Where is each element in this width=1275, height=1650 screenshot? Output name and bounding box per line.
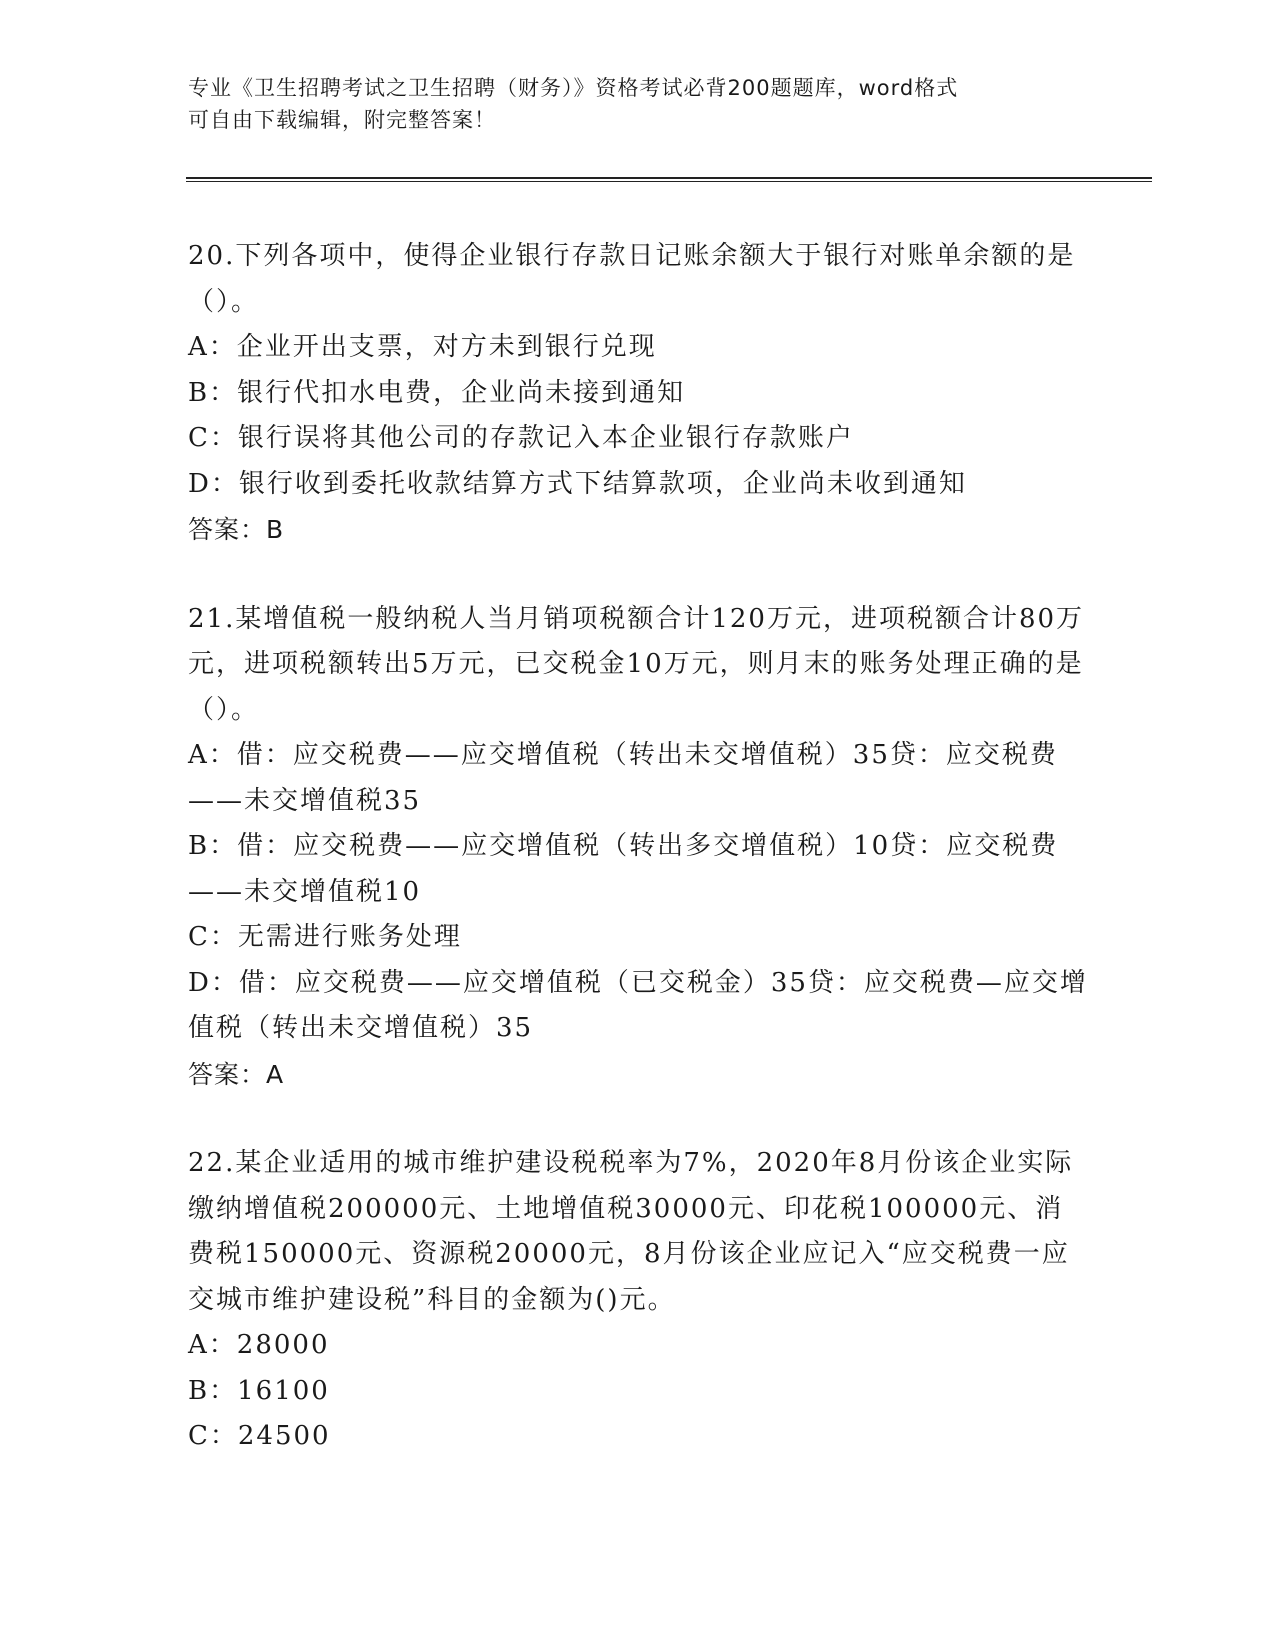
- question-stem: 20.下列各项中，使得企业银行存款日记账余额大于银行对账单余额的是（）。: [188, 241, 1076, 317]
- option-b: B：16100: [188, 1375, 330, 1406]
- option-a: A：企业开出支票，对方未到银行兑现: [188, 332, 657, 362]
- header-title-line-2: 可自由下载编辑，附完整答案！: [188, 108, 496, 132]
- option-c: C：24500: [188, 1421, 331, 1451]
- question-stem: 22.某企业适用的城市维护建设税税率为7%，2020年8月份该企业实际缴纳增值税200000元、土地增值税30000元、印花税100000元、消费税150000元、资源税20000元，8月份该企业应记入“应交税费一应交城市维护建设税”科目的金额为()元。: [188, 1148, 1074, 1315]
- question-21: [188, 597, 1088, 1098]
- option-c: C：银行误将其他公司的存款记入本企业银行存款账户: [188, 423, 854, 453]
- option-a: A：借：应交税费——应交增值税（转出未交增值税）35贷：应交税费——未交增值税35: [188, 740, 1058, 816]
- option-a: A：28000: [188, 1330, 330, 1360]
- option-c: C：无需进行账务处理: [188, 922, 462, 952]
- question-20: [188, 234, 1088, 553]
- option-d: D：银行收到委托收款结算方式下结算款项，企业尚未收到通知: [188, 468, 967, 499]
- option-b: B：借：应交税费——应交增值税（转出多交增值税）10贷：应交税费——未交增值税10: [188, 831, 1059, 907]
- answer-label: 答案：B: [188, 515, 285, 544]
- question-22: [188, 1141, 1088, 1460]
- document-header: [188, 72, 1068, 136]
- option-b: B：银行代扣水电费，企业尚未接到通知: [188, 377, 686, 408]
- question-stem: 21.某增值税一般纳税人当月销项税额合计120万元，进项税额合计80万元，进项税额转出5万元，已交税金10万元，则月末的账务处理正确的是（）。: [188, 603, 1085, 725]
- header-title-line-1: 专业《卫生招聘考试之卫生招聘（财务）》资格考试必背200题题库，word格式: [188, 76, 959, 100]
- option-d: D：借：应交税费——应交增值税（已交税金）35贷：应交税费—应交增值税（转出未交增值税）35: [188, 967, 1088, 1043]
- answer-label: 答案：A: [188, 1059, 285, 1089]
- question-list: [188, 234, 1088, 1504]
- header-divider: [186, 177, 1152, 182]
